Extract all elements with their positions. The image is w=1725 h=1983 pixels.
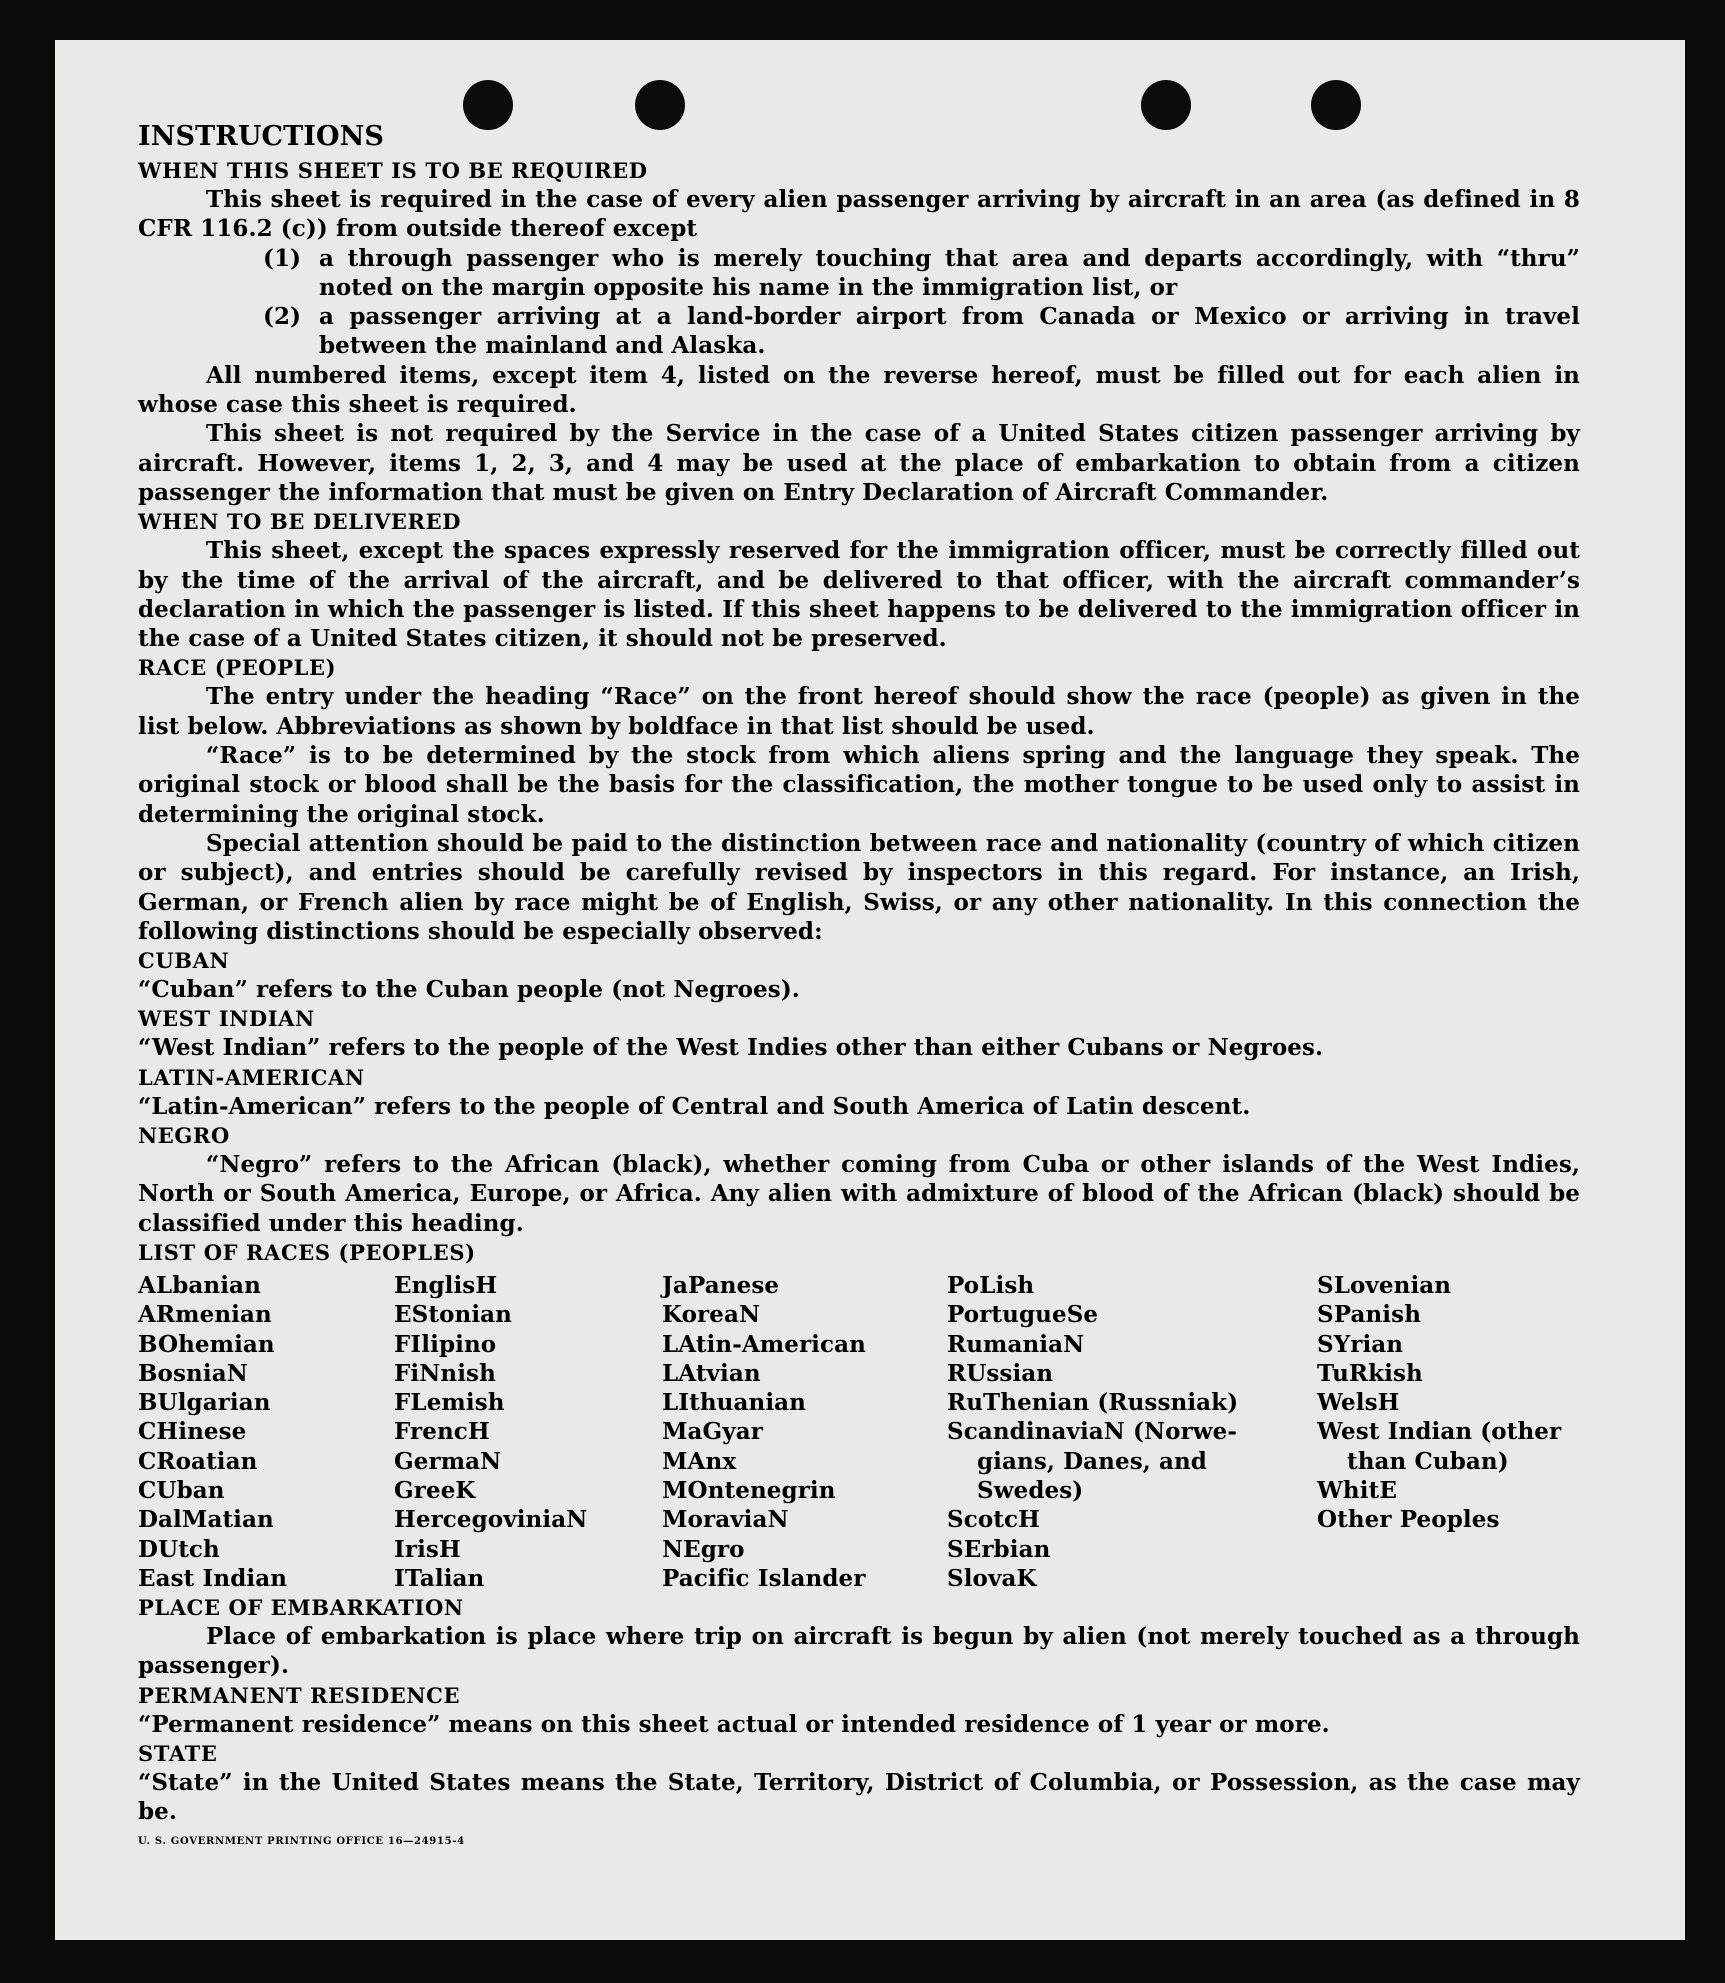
race-item: ScandinaviaN (Norwe- — [947, 1418, 1238, 1446]
race-item: ARmenian — [138, 1301, 272, 1329]
paragraph: All numbered items, except item 4, listed on the reverse hereof, must be filled out for each alien in whose case this sheet is required. — [138, 361, 1580, 419]
paragraph: Special attention should be paid to the distinction between race and nationality (country of which citizen or subject), and entries should be carefully revised by inspectors in this regard. For instance, an Irish, German, or French alien by race might be of English, Swiss, or any other nationality. In this connection the following distinctions should be especially observed: — [138, 829, 1580, 945]
race-item: HercegoviniaN — [394, 1506, 588, 1534]
section-heading-negro: NEGRO — [138, 1123, 230, 1149]
paragraph: “West Indian” refers to the people of the West Indies other than either Cubans or Negroes. — [138, 1034, 1324, 1062]
race-item: RUssian — [947, 1359, 1054, 1387]
race-item: Other Peoples — [1317, 1506, 1500, 1534]
race-item: EStonian — [394, 1301, 512, 1329]
race-item: CUban — [138, 1476, 225, 1504]
race-item: MoraviaN — [662, 1506, 789, 1534]
section-heading-list-of-races: LIST OF RACES (PEOPLES) — [138, 1239, 476, 1265]
section-heading-latin-american: LATIN-AMERICAN — [138, 1064, 365, 1090]
race-item: ALbanian — [138, 1271, 261, 1299]
list-item — [263, 302, 1580, 361]
race-item: WelsH — [1317, 1389, 1400, 1417]
race-item: than Cuban) — [1347, 1447, 1509, 1475]
paragraph: “Cuban” refers to the Cuban people (not Negroes). — [138, 976, 800, 1004]
list-item — [263, 244, 1580, 303]
section-heading-embarkation: PLACE OF EMBARKATION — [138, 1595, 464, 1621]
race-item: GermaN — [394, 1447, 502, 1475]
race-item: SlovaK — [947, 1564, 1037, 1592]
race-item: FIlipino — [394, 1330, 497, 1358]
race-item: WhitE — [1317, 1476, 1397, 1504]
page-title: INSTRUCTIONS — [138, 121, 384, 152]
instructions-text — [138, 118, 1580, 1856]
race-column — [394, 1271, 662, 1593]
section-heading-cuban: CUBAN — [138, 948, 230, 974]
race-item: PoLish — [947, 1271, 1035, 1299]
section-heading-west-indian: WEST INDIAN — [138, 1006, 315, 1032]
paragraph: Place of embarkation is place where trip on aircraft is begun by alien (not merely touched as a through passenger). — [138, 1623, 1580, 1680]
race-item: LAtin-American — [662, 1330, 866, 1358]
race-item: SYrian — [1317, 1330, 1404, 1358]
race-item: TuRkish — [1317, 1359, 1423, 1387]
item-text: a through passenger who is merely touching that area and departs accordingly, with “thru” noted on the margin opposite his name in the immigration list, or — [319, 244, 1580, 301]
race-item: SPanish — [1317, 1301, 1422, 1329]
paragraph: “State” in the United States means the State, Territory, District of Columbia, or Possession, as the case may be. — [138, 1769, 1580, 1826]
race-item: MOntenegrin — [662, 1476, 836, 1504]
paragraph: “Negro” refers to the African (black), whether coming from Cuba or other islands of the West Indies, North or South America, Europe, or Africa. Any alien with admixture of blood of the African (black) should be classified under this heading. — [138, 1151, 1580, 1237]
race-item: Pacific Islander — [662, 1564, 866, 1592]
paragraph: This sheet is not required by the Service in the case of a United States citizen passenger arriving by aircraft. However, items 1, 2, 3, and 4 may be used at the place of embarkation to obtain from a citizen passenger the information that must be given on Entry Declaration of Aircraft Commander. — [138, 420, 1580, 506]
section-heading-when-required: WHEN THIS SHEET IS TO BE REQUIRED — [138, 158, 648, 183]
race-item: East Indian — [138, 1564, 288, 1592]
race-item: RumaniaN — [947, 1330, 1085, 1358]
paragraph: “Race” is to be determined by the stock from which aliens spring and the language they speak. The original stock or blood shall be the basis for the classification, the mother tongue to be used only to assist in determining the original stock. — [138, 742, 1580, 828]
section-heading-when-delivered: WHEN TO BE DELIVERED — [138, 509, 462, 535]
section-heading-race: RACE (PEOPLE) — [138, 655, 337, 681]
race-item: DUtch — [138, 1535, 220, 1563]
paragraph: “Permanent residence” means on this sheet actual or intended residence of 1 year or more. — [138, 1710, 1330, 1738]
paragraph: This sheet, except the spaces expressly reserved for the immigration officer, must be correctly filled out by the time of the arrival of the aircraft, and be delivered to that officer, with the aircraft commander’s declaration in which the passenger is listed. If this sheet happens to be delivered to the immigration officer in the case of a United States citizen, it should not be preserved. — [138, 537, 1580, 653]
race-item: BosniaN — [138, 1359, 248, 1387]
race-list — [138, 1271, 1580, 1593]
race-item: CHinese — [138, 1418, 247, 1446]
race-column — [138, 1271, 394, 1593]
item-text: a passenger arriving at a land-border airport from Canada or Mexico or arriving in travel between the mainland and Alaska. — [319, 303, 1580, 360]
race-item: gians, Danes, and — [977, 1447, 1207, 1475]
race-item: RuThenian (Russniak) — [947, 1389, 1239, 1417]
race-item: SErbian — [947, 1535, 1051, 1563]
race-item: Swedes) — [977, 1476, 1084, 1504]
paragraph: The entry under the heading “Race” on the front hereof should show the race (people) as given in the list below. Abbreviations as shown by boldface in that list should be used. — [138, 683, 1580, 740]
race-item: FLemish — [394, 1389, 505, 1417]
race-item: JaPanese — [662, 1271, 780, 1299]
paragraph: “Latin-American” refers to the people of Central and South America of Latin descent. — [138, 1092, 1251, 1120]
race-item: ITalian — [394, 1564, 485, 1592]
race-item: NEgro — [662, 1535, 745, 1563]
race-item: SLovenian — [1317, 1271, 1452, 1299]
race-item: LAtvian — [662, 1359, 761, 1387]
race-item: KoreaN — [662, 1301, 761, 1329]
race-column — [1317, 1271, 1580, 1593]
item-number: (1) — [263, 244, 302, 272]
race-column — [662, 1271, 947, 1593]
printer-footer: U. S. GOVERNMENT PRINTING OFFICE 16—24915-4 — [138, 1835, 465, 1847]
race-item: GreeK — [394, 1476, 476, 1504]
race-item: FrencH — [394, 1418, 490, 1446]
race-item: IrisH — [394, 1535, 461, 1563]
race-item: DalMatian — [138, 1506, 274, 1534]
section-heading-permanent-residence: PERMANENT RESIDENCE — [138, 1682, 461, 1708]
race-item: West Indian (other — [1317, 1418, 1562, 1446]
item-number: (2) — [263, 303, 302, 331]
race-item: PortugueSe — [947, 1301, 1099, 1329]
race-item: FiNnish — [394, 1359, 496, 1387]
section-heading-state: STATE — [138, 1741, 218, 1767]
race-item: BOhemian — [138, 1330, 275, 1358]
race-item: CRoatian — [138, 1447, 258, 1475]
race-item: EnglisH — [394, 1271, 498, 1299]
race-item: MaGyar — [662, 1418, 763, 1446]
race-item: BUlgarian — [138, 1389, 271, 1417]
race-column — [947, 1271, 1317, 1593]
race-item: MAnx — [662, 1447, 737, 1475]
paragraph: This sheet is required in the case of every alien passenger arriving by aircraft in an area (as defined in 8 CFR 116.2 (c)) from outside thereof except — [138, 186, 1580, 243]
race-item: ScotcH — [947, 1506, 1040, 1534]
race-item: LIthuanian — [662, 1389, 806, 1417]
